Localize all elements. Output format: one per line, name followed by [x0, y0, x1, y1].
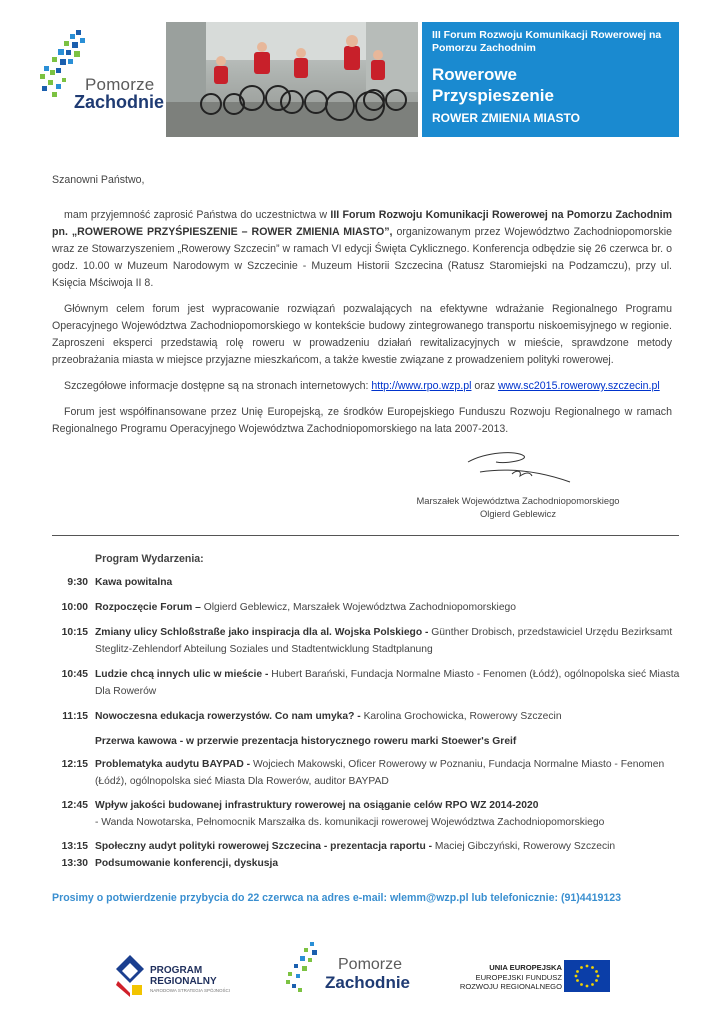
paragraph-funding: Forum jest współfinansowane przez Unię Europejską, ze środków Europejskiego Funduszu Rozwoju Regionalnego w ramach Regionalnego Programu Operacyjnego Województwa Zachodniopomorskiego na lata 2007-2013. — [52, 406, 672, 435]
schedule-title: Zmiany ulicy Schloßstraße jako inspiracja dla al. Wojska Polskiego - — [95, 627, 429, 638]
schedule-speaker: Karolina Grochowicka, Rowerowy Szczecin — [360, 711, 562, 722]
schedule-desc — [95, 756, 682, 790]
logo-word-zachodnie: Zachodnie — [74, 92, 165, 112]
forum-name: III Forum Rozwoju Komunikacji Rowerowej na Pomorzu Zachodnim pn. „ROWEROWE PRZYŚPIESZENIE – ROWER ZMIENIA MIASTO”, — [52, 209, 673, 238]
schedule-desc — [95, 624, 682, 658]
paragraph-goal: Głównym celem forum jest wypracowanie rozwiązań pozwalających na efektywne wdrażanie Regionalnego Programu Operacyjnego Województwa Zachodniopomorskiego w kontekście budowy zintegrowanego transportu niskoemisyjnego w regionie. Zaproszeni eksperci przedstawią rolę roweru w prowadzeniu działań rewitalizacyjnych w mieście, sprawdzone metody przeobrażania miasta w miejsce przyjazne mieszkańcom, a także kwestie związane z prowadzeniem polityki rowerowej. — [52, 303, 672, 366]
schedule-title: Nowoczesna edukacja rowerzystów. Co nam umyka? - — [95, 711, 361, 722]
schedule-desc — [95, 574, 682, 591]
schedule-time: 12:45 — [61, 800, 88, 811]
invitation-letter — [52, 172, 672, 447]
greeting: Szanowni Państwo, — [52, 174, 145, 186]
paragraph-invitation — [52, 207, 672, 292]
pr-line2: REGIONALNY — [150, 976, 217, 987]
schedule-speaker: Maciej Gibczyński, Rowerowy Szczecin — [432, 841, 616, 852]
schedule-desc — [95, 666, 682, 700]
schedule-title: Problematyka audytu BAYPAD - — [95, 759, 251, 770]
program-regionalny-text — [150, 965, 217, 987]
p1-details: organizowanym przez Województwo Zachodniopomorskie wraz ze Stowarzyszeniem „Rowerowy Szczecin” w ramach VI edycji Święta Cyklicznego. Konferencja odbędzie się 26 czerwca br. o godz. 10.00 w Muzeum Narodowym w Szczecinie - Muzeum Historii Szczecina (Ratusz Staromiejski na Podzamczu), przy ul. Księcia Mściwoja II 8. — [52, 226, 672, 289]
event-banner — [422, 22, 679, 137]
schedule-time: 10:00 — [61, 602, 88, 613]
forum-title: III Forum Rozwoju Komunikacji Rowerowej na Pomorzu Zachodnim — [432, 29, 662, 54]
section-divider — [52, 535, 679, 536]
schedule-break: Przerwa kawowa - w przerwie prezentacja historycznego roweru marki Stoewer's Greif — [95, 736, 517, 747]
schedule-time: 11:15 — [62, 711, 88, 722]
schedule-title: Społeczny audyt polityki rowerowej Szczecina - prezentacja raportu - — [95, 841, 433, 852]
pz-footer-word1: Pomorze — [338, 956, 403, 973]
rsvp-note: Prosimy o potwierdzenie przybycia do 22 czerwca na adres e-mail: wlemm@wzp.pl lub telefonicznie: (91)4419123 — [52, 892, 622, 904]
cyclists-illustration-icon — [166, 22, 418, 137]
pr-line1: PROGRAM — [150, 965, 203, 976]
eu-line1: UNIA EUROPEJSKA — [489, 963, 562, 972]
link-sc2015[interactable]: www.sc2015.rowerowy.szczecin.pl — [497, 380, 660, 392]
schedule-title: Wpływ jakości budowanej infrastruktury rowerowej na osiąganie celów RPO WZ 2014-2020 — [95, 800, 539, 811]
schedule-title: Ludzie chcą innych ulic w mieście - — [95, 669, 269, 680]
eu-line3: ROZWOJU REGIONALNEGO — [459, 982, 562, 992]
schedule-title: Rozpoczęcie Forum – — [95, 602, 201, 613]
signer-name: Olgierd Geblewicz — [479, 508, 557, 519]
schedule-desc — [95, 855, 682, 872]
event-title — [432, 64, 554, 106]
p3-and: oraz — [471, 380, 498, 392]
schedule-time: 13:30 — [61, 858, 88, 869]
pr-line3: NARODOWA STRATEGIA SPÓJNOŚCI — [150, 988, 231, 993]
eu-flag-icon — [564, 960, 610, 992]
schedule-desc — [95, 733, 682, 750]
p3-intro: Szczegółowe informacje dostępne są na stronach internetowych: — [64, 380, 372, 392]
schedule-speaker: Wojciech Makowski, Oficer Rowerowy w Poznaniu, Fundacja Normalne Miasto - Fenomen (Łódź), ogólnopolska sieć Miasta Dla Rowerów, auditor BAYPAD — [95, 759, 665, 787]
pomorze-zachodnie-footer-logo — [282, 940, 412, 1000]
eu-line2: EUROPEJSKI FUNDUSZ — [475, 972, 562, 982]
schedule-speaker: Günther Drobisch, przedstawiciel Urzędu Bezirksamt Steglitz-Zehlendorf Abteilung Soziales und Stadtentwicklung Stadtplanung — [95, 627, 673, 655]
eu-fund-logo — [452, 960, 612, 994]
link-rpo[interactable]: http://www.rpo.wzp.pl — [371, 380, 472, 392]
handwritten-signature-icon — [466, 448, 572, 488]
schedule-time: 10:15 — [61, 627, 88, 638]
signature-block — [400, 494, 636, 520]
event-title-line2: Przyspieszenie — [432, 86, 554, 105]
program-title: Program Wydarzenia: — [95, 553, 204, 565]
schedule-time: 12:15 — [61, 759, 88, 770]
eu-text — [452, 963, 562, 992]
event-title-line1: Rowerowe — [432, 65, 518, 84]
signer-title: Marszałek Województwa Zachodniopomorskiego — [416, 495, 620, 506]
schedule-speaker: Olgierd Geblewicz, Marszałek Województwa Zachodniopomorskiego — [200, 602, 517, 613]
program-regionalny-icon — [116, 955, 146, 997]
program-regionalny-logo — [116, 955, 256, 997]
schedule-time: 13:15 — [61, 841, 88, 852]
schedule-time: 9:30 — [67, 577, 88, 588]
event-slogan: ROWER ZMIENIA MIASTO — [432, 111, 580, 125]
schedule-desc — [95, 708, 682, 725]
pz-footer-word2: Zachodnie — [325, 973, 411, 992]
pomorze-zachodnie-logo — [36, 28, 165, 118]
cyclists-photo — [166, 22, 418, 137]
schedule-speaker: - Wanda Nowotarska, Pełnomocnik Marszałka ds. komunikacji rowerowej Województwa Zachodniopomorskiego — [95, 817, 605, 828]
logo-word-pomorze: Pomorze — [85, 75, 155, 94]
schedule-speaker: Hubert Barański, Fundacja Normalne Miasto - Fenomen (Łódź), ogólnopolska sieć Miasta Dla Rowerów — [95, 669, 680, 697]
schedule-time: 10:45 — [61, 669, 88, 680]
schedule-desc — [95, 838, 682, 855]
eu-stars-icon — [564, 960, 610, 992]
schedule-title: Podsumowanie konferencji, dyskusja — [95, 858, 279, 869]
header — [0, 0, 725, 150]
p1-intro: mam przyjemność zaprosić Państwa do uczestnictwa w — [64, 209, 331, 221]
schedule-desc — [95, 599, 682, 616]
schedule-desc — [95, 797, 682, 831]
schedule-title: Kawa powitalna — [95, 577, 173, 588]
paragraph-links — [52, 378, 672, 395]
